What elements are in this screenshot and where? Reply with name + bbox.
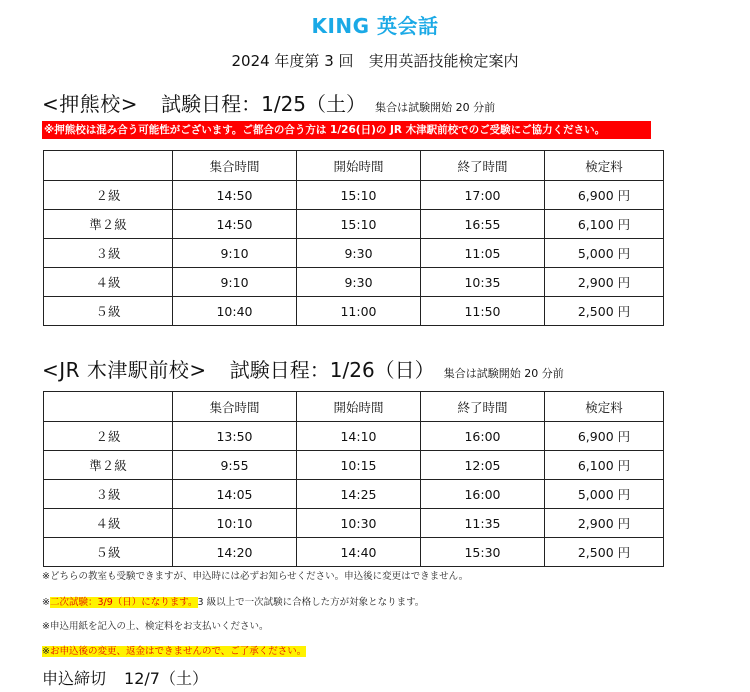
note-second-exam-highlight: 二次試験：3/9（日）になります。 <box>49 597 198 608</box>
note-application-form: ※申込用紙を記入の上、検定料をお支払いください。 <box>42 621 269 632</box>
table-cell: 10:35 <box>421 268 545 297</box>
section2-date: 試験日程：1/26（日） <box>229 358 435 382</box>
table-cell: 9:10 <box>173 268 297 297</box>
table-cell: 11:00 <box>297 297 421 326</box>
table-cell: 11:50 <box>421 297 545 326</box>
table-cell: 11:35 <box>421 509 545 538</box>
section1-heading <box>42 88 495 117</box>
table-cell: 16:00 <box>421 422 545 451</box>
table-cell: 5,000 円 <box>545 239 664 268</box>
table-header-cell <box>44 392 173 422</box>
table-cell: 15:10 <box>297 210 421 239</box>
table-cell: 14:25 <box>297 480 421 509</box>
table-cell: 10:10 <box>173 509 297 538</box>
application-deadline <box>42 666 208 689</box>
table-header-cell: 集合時間 <box>173 392 297 422</box>
table-row <box>44 181 664 210</box>
table-header-cell: 終了時間 <box>421 392 545 422</box>
table-row <box>44 239 664 268</box>
table-cell: 9:10 <box>173 239 297 268</box>
section2-school: <JR 木津駅前校> <box>42 358 207 382</box>
table-cell: 10:30 <box>297 509 421 538</box>
table-cell: 14:20 <box>173 538 297 567</box>
table-cell: 9:30 <box>297 239 421 268</box>
grade-cell: ２級 <box>44 422 173 451</box>
table-cell: 2,500 円 <box>545 297 664 326</box>
table-cell: 17:00 <box>421 181 545 210</box>
table-header-cell: 検定料 <box>545 392 664 422</box>
table-row <box>44 509 664 538</box>
table-cell: 12:05 <box>421 451 545 480</box>
table-row <box>44 268 664 297</box>
table-header-cell: 集合時間 <box>173 151 297 181</box>
note-second-exam-prefix: ※ <box>42 597 50 608</box>
note-no-refund <box>42 643 306 657</box>
table-cell: 6,900 円 <box>545 181 664 210</box>
table-cell: 14:50 <box>173 210 297 239</box>
table-header-cell: 検定料 <box>545 151 664 181</box>
note-no-refund-prefix: ※ <box>42 646 50 657</box>
grade-cell: ４級 <box>44 268 173 297</box>
section1-assembly-note: 集合は試験開始 20 分前 <box>375 101 496 114</box>
brand-title: KING 英会話 <box>311 14 439 38</box>
grade-cell: ５級 <box>44 538 173 567</box>
grade-cell: ２級 <box>44 181 173 210</box>
deadline-value: 12/7（土） <box>124 669 208 688</box>
table-cell: 14:50 <box>173 181 297 210</box>
table-cell: 14:05 <box>173 480 297 509</box>
table-row <box>44 538 664 567</box>
table-header-row <box>44 392 664 422</box>
table-header-cell: 終了時間 <box>421 151 545 181</box>
note-no-refund-highlight: お申込後の変更、返金はできませんので、ご了承ください。 <box>49 646 307 657</box>
grade-cell: 準２級 <box>44 210 173 239</box>
section1-table <box>43 150 664 326</box>
note-second-exam <box>42 594 424 608</box>
table-row <box>44 422 664 451</box>
section1-warning-banner: ※押熊校は混み合う可能性がございます。ご都合の合う方は 1/26(日)の JR 木津駅前校でのご受験にご協力ください。 <box>42 121 651 139</box>
table-cell: 11:05 <box>421 239 545 268</box>
table-header-cell <box>44 151 173 181</box>
table-cell: 16:00 <box>421 480 545 509</box>
deadline-label: 申込締切 <box>42 669 107 688</box>
table-cell: 2,500 円 <box>545 538 664 567</box>
table-cell: 15:10 <box>297 181 421 210</box>
grade-cell: ３級 <box>44 480 173 509</box>
section2-table <box>43 391 664 567</box>
table-cell: 10:40 <box>173 297 297 326</box>
table-cell: 5,000 円 <box>545 480 664 509</box>
table-cell: 15:30 <box>421 538 545 567</box>
table-cell: 6,100 円 <box>545 451 664 480</box>
table-cell: 10:15 <box>297 451 421 480</box>
table-row <box>44 451 664 480</box>
table-header-row <box>44 151 664 181</box>
table-header-cell: 開始時間 <box>297 151 421 181</box>
grade-cell: ３級 <box>44 239 173 268</box>
table-cell: 6,100 円 <box>545 210 664 239</box>
section2-assembly-note: 集合は試験開始 20 分前 <box>443 367 564 380</box>
grade-cell: ４級 <box>44 509 173 538</box>
table-cell: 2,900 円 <box>545 509 664 538</box>
table-cell: 14:10 <box>297 422 421 451</box>
section1-date: 試験日程：1/25（土） <box>161 92 367 116</box>
table-cell: 9:30 <box>297 268 421 297</box>
table-cell: 13:50 <box>173 422 297 451</box>
table-row <box>44 297 664 326</box>
table-row <box>44 480 664 509</box>
table-cell: 9:55 <box>173 451 297 480</box>
grade-cell: 準２級 <box>44 451 173 480</box>
table-cell: 2,900 円 <box>545 268 664 297</box>
section1-school: <押熊校> <box>42 92 139 116</box>
table-row <box>44 210 664 239</box>
note-both-schools: ※どちらの教室も受験できますが、申込時には必ずお知らせください。申込後に変更はできません。 <box>42 571 469 582</box>
table-cell: 6,900 円 <box>545 422 664 451</box>
section2-heading <box>42 354 564 383</box>
table-cell: 14:40 <box>297 538 421 567</box>
grade-cell: ５級 <box>44 297 173 326</box>
note-second-exam-rest: 3 級以上で一次試験に合格した方が対象となります。 <box>197 597 425 608</box>
table-header-cell: 開始時間 <box>297 392 421 422</box>
table-cell: 16:55 <box>421 210 545 239</box>
document-title: 2024 年度第 3 回 実用英語技能検定案内 <box>231 52 519 70</box>
